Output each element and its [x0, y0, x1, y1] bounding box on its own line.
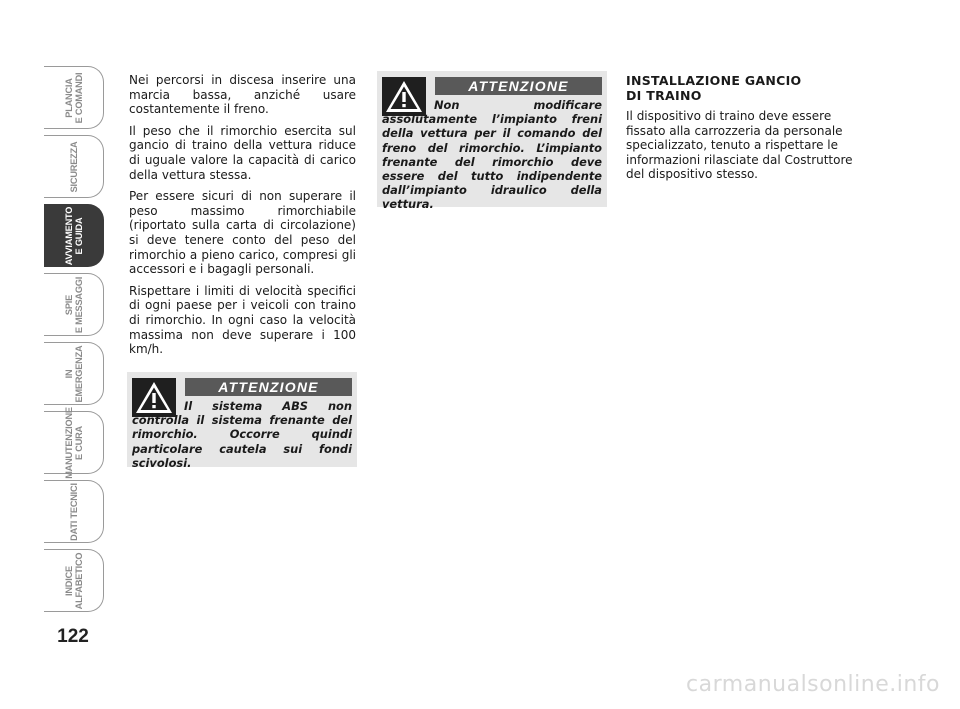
tab-plancia-comandi[interactable] — [44, 66, 104, 129]
page-number: 122 — [57, 626, 89, 647]
tab-label: IN EMERGENZA — [63, 345, 84, 402]
tab-label: MANUTENZIONE E CURA — [63, 406, 84, 479]
watermark: carmanualsonline.info — [686, 672, 940, 697]
paragraph: Il peso che il rimorchio esercita sul gancio di traino della vettura riduce di uguale valore la capacità di carico della vettura stessa. — [129, 123, 356, 182]
warning-text: Non modificare assolutamente l’impianto freni della vettura per il comando del freno del rimorchio. L’impianto frenante del rimorchio deve essere del tutto indipendente dall’impianto idraulico della vettura. — [382, 98, 602, 212]
warning-title: ATTENZIONE — [218, 379, 319, 395]
text-column-right — [626, 73, 858, 189]
section-heading — [626, 73, 858, 103]
tab-sicurezza[interactable] — [44, 135, 104, 198]
paragraph: Rispettare i limiti di velocità specifici di ogni paese per i veicoli con traino di rimorchio. In ogni caso la velocità massima non deve superare i 100 km/h. — [129, 283, 356, 357]
warning-text: Il sistema ABS non controlla il sistema frenante del rimorchio. Occorre quindi particolare cautela sui fondi scivolosi. — [132, 399, 352, 470]
tab-label: AVVIAMENTO E GUIDA — [63, 206, 84, 265]
paragraph: Per essere sicuri di non superare il peso massimo rimorchiabile (riportato sulla carta di circolazione) si deve tenere conto del peso del rimorchio a pieno carico, compresi gli accessori e i bagagli personali. — [129, 189, 356, 277]
paragraph: Il dispositivo di traino deve essere fissato alla carrozzeria da personale specializzato, tenuto a rispettare le informazioni rilasciate dal Costruttore del dispositivo stesso. — [626, 109, 853, 182]
warning-title: ATTENZIONE — [468, 78, 569, 94]
tab-label: SPIE E MESSAGGI — [63, 276, 84, 333]
warning-box-brakes — [377, 71, 607, 212]
tab-indice-alfabetico[interactable] — [44, 549, 104, 612]
heading-line: INSTALLAZIONE GANCIO — [626, 73, 802, 88]
paragraph: Nei percorsi in discesa inserire una marcia bassa, anziché usare costantemente il freno. — [129, 73, 356, 117]
tab-label: SICUREZZA — [68, 141, 79, 192]
tab-label: INDICE ALFABETICO — [63, 552, 84, 609]
tab-label: PLANCIA E COMANDI — [63, 72, 84, 123]
tab-dati-tecnici[interactable] — [44, 480, 104, 543]
warning-title-bar — [185, 378, 352, 396]
warning-box-abs — [127, 372, 357, 470]
text-column-left — [129, 73, 356, 364]
heading-line: DI TRAINO — [626, 88, 702, 103]
tab-label: DATI TECNICI — [68, 482, 79, 541]
tab-spie-messaggi[interactable] — [44, 273, 104, 336]
tab-in-emergenza[interactable] — [44, 342, 104, 405]
warning-title-bar — [435, 77, 602, 95]
tab-manutenzione-cura[interactable] — [44, 406, 104, 479]
tab-avviamento-guida[interactable] — [44, 204, 104, 267]
